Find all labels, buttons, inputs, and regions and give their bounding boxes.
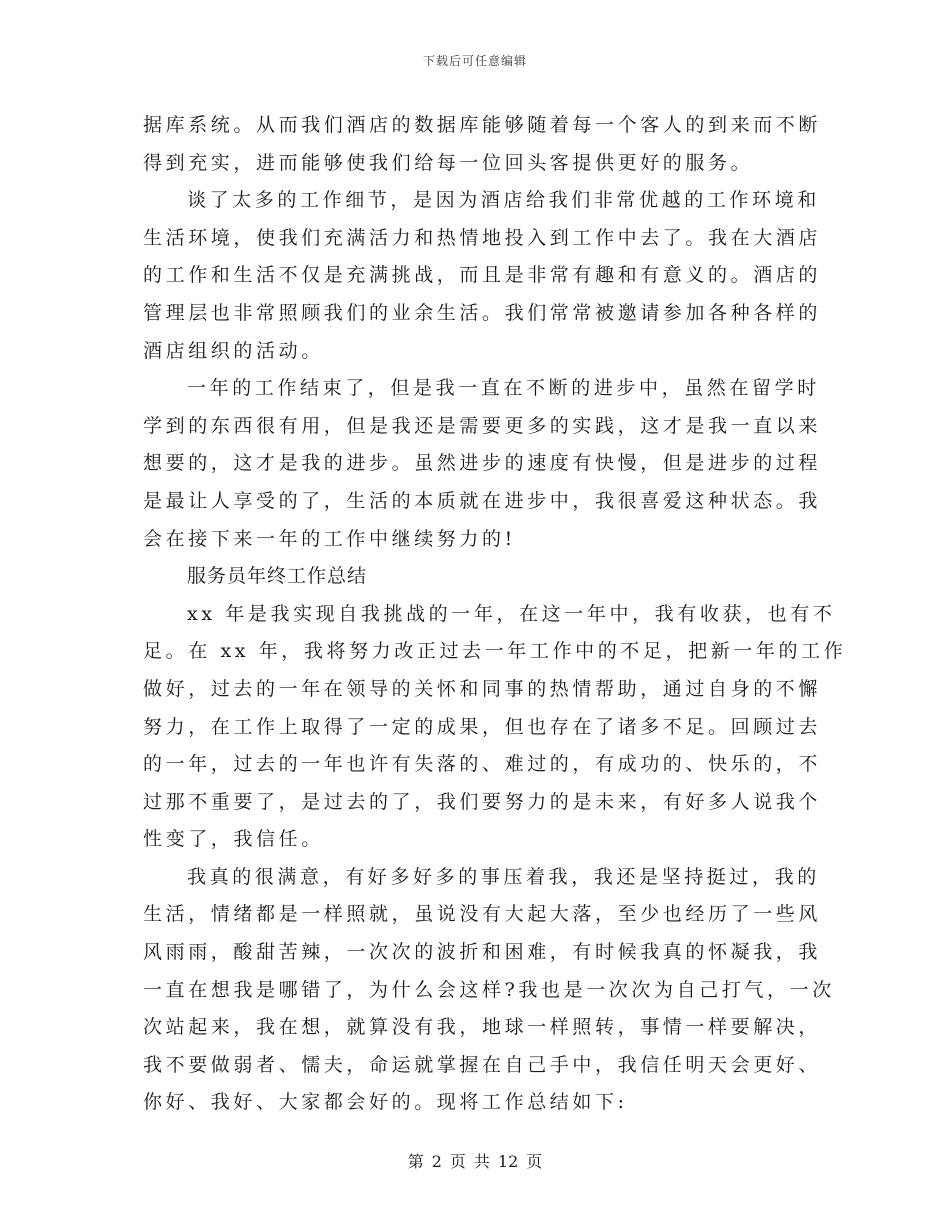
page-unit: 页 [449, 1152, 466, 1171]
text-line: 据库系统。从而我们酒店的数据库能够随着每一个客人的到来而不断 [143, 114, 822, 136]
paragraph-start: 我真的很满意，有好多好多的事压着我，我还是坚持挺过，我的 [187, 865, 820, 888]
document-body [143, 107, 847, 1122]
text-line: 我不要做弱者、懦夫，命运就掌握在自己手中，我信任明天会更好、 [143, 1053, 822, 1076]
text-line: 的一年，过去的一年也许有失落的、难过的，有成功的、快乐的，不 [143, 753, 822, 776]
paragraph-start: 一年的工作结束了，但是我一直在不断的进步中，虽然在留学时 [187, 377, 820, 400]
page-header: 下载后可任意编辑 [422, 54, 527, 68]
text-line: 会在接下来一年的工作中继续努力的! [143, 527, 516, 550]
text-line: 学到的东西很有用，但是我还是需要更多的实践，这才是我一直以来 [143, 414, 822, 437]
page-number: 2 [431, 1152, 442, 1171]
page-footer [0, 1152, 950, 1172]
text-line: 次站起来，我在想，就算没有我，地球一样照转，事情一样要解决， [143, 1016, 822, 1039]
text-line: 的工作和生活不仅是充满挑战，而且是非常有趣和有意义的。酒店的 [143, 264, 822, 287]
text-line: 努力，在工作上取得了一定的成果，但也存在了诸多不足。回顾过去 [143, 715, 822, 738]
total-pages: 12 [497, 1152, 519, 1171]
text-line: 得到充实，进而能够使我们给每一位回头客提供更好的服务。 [143, 151, 754, 174]
text-line: 生活环境，使我们充满活力和热情地投入到工作中去了。我在大酒店 [143, 226, 822, 249]
paragraph-start: 谈了太多的工作细节，是因为酒店给我们非常优越的工作环境和 [187, 189, 820, 212]
text-line: 足。在 xx 年，我将努力改正过去一年工作中的不足，把新一年的工作 [143, 640, 847, 663]
section-title: 服务员年终工作总结 [187, 565, 368, 588]
paragraph-start: xx 年是我实现自我挑战的一年，在这一年中，我有收获，也有不 [187, 602, 836, 625]
text-line: 是最让人享受的了，生活的本质就在进步中，我很喜爱这种状态。我 [143, 489, 822, 512]
text-line: 酒店组织的活动。 [143, 339, 324, 362]
text-line: 想要的，这才是我的进步。虽然进步的速度有快慢，但是进步的过程 [143, 452, 822, 475]
text-line: 做好，过去的一年在领导的关怀和同事的热情帮助，通过自身的不懈 [143, 677, 822, 700]
text-line: 风雨雨，酸甜苦辣，一次次的波折和困难，有时候我真的怀凝我，我 [143, 941, 822, 964]
page-label: 第 [407, 1152, 424, 1171]
text-line: 管理层也非常照顾我们的业余生活。我们常常被邀请参加各种各样的 [143, 301, 822, 324]
text-line: 你好、我好、大家都会好的。现将工作总结如下: [143, 1091, 628, 1114]
text-line: 性变了，我信任。 [143, 828, 324, 851]
text-line: 一直在想我是哪错了，为什么会这样?我也是一次次为自己打气，一次 [143, 978, 835, 1001]
text-line: 生活，情绪都是一样照就，虽说没有大起大落，至少也经历了一些风 [143, 903, 822, 926]
total-label: 共 [473, 1152, 490, 1171]
total-unit: 页 [526, 1152, 543, 1171]
text-line: 过那不重要了，是过去的了，我们要努力的是未来，有好多人说我个 [143, 790, 822, 813]
